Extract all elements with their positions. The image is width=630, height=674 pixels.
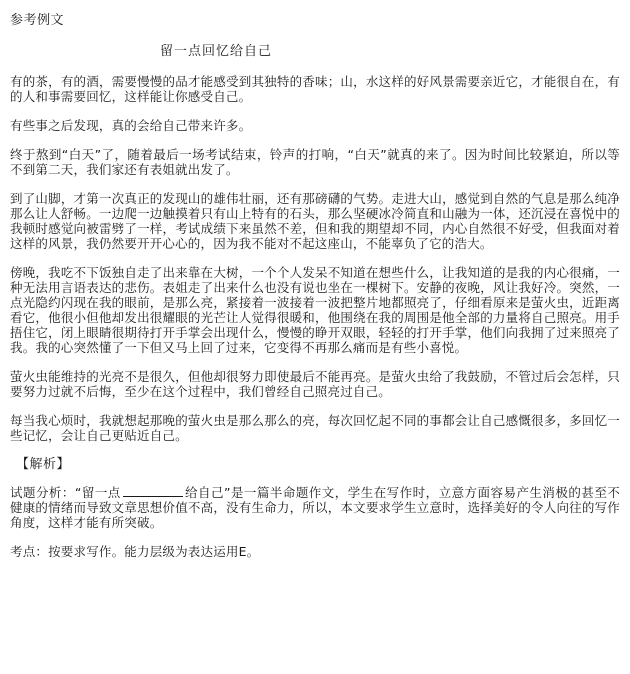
essay-paragraph-5: 傍晚，我吃不下饭独自走了出来靠在大树，一个个人发呆不知道在想些什么，让我知道的是我的内心很痛，一种无法用言语表达的悲伤。表姐走了出来什么也没有说也坐在一棵树下。安静的夜晚，风让我好冷。突然，一点光隐约闪现在我的眼前，是那么亮，紧接着一波接着一波把整片地都照亮了，仔细看原来是萤火虫，近距离看它，他很小但他却发出很耀眼的光芒让人觉得很暖和，他围绕在我的周围是他全部的力量将自己照亮。用手捂住它，闭上眼睛很期待打开手掌会出现什么，慢慢的睁开双眼，轻轻的打开手掌，他们向我拥了过来照亮了我。我的心突然懂了一下但又马上回了过来，它变得不再那么痛而是有些小喜悦。	[10, 265, 620, 355]
essay-paragraph-2: 有些事之后发现，真的会给自己带来许多。	[10, 118, 252, 133]
essay-paragraph-4: 到了山脚，才第一次真正的发现山的雄伟壮丽，还有那磅礴的气势。走进大山，感觉到自然的气息是那么纯净那么让人舒畅。一边爬一边触摸着只有山上特有的石头，那么坚硬冰冷简直和山融为一体，还沉浸在喜悦中的我顿时感觉向被雷劈了一样，考试成绩下来虽然不差，但和我的期望却不同，内心自然很不好受，但我面对着这样的风景，我仍然要开开心心的，因为我不能对不起这座山，不能辜负了它的浩大。	[10, 191, 620, 251]
analysis-paragraph	[10, 485, 620, 530]
reference-heading: 参考例文	[10, 13, 65, 28]
kaodian-line: 考点：按要求写作。能力层级为表达运用E。	[10, 544, 260, 559]
essay-title: 留一点回忆给自己	[160, 44, 273, 59]
essay-paragraph-1: 有的茶，有的酒，需要慢慢的品才能感受到其独特的香味；山，水这样的好风景需要亲近它，才能很自在，有的人和事需要回忆，这样能让你感受自己。	[10, 74, 620, 104]
fill-in-blank	[123, 485, 183, 497]
analysis-text-after-blank: 给自己”是一篇半命题作文，学生在写作时，立意方面容易产生消极的甚至不健康的情绪而导致文章思想价值不高，没有生命力，所以，本文要求学生立意时，选择美好的令人向往的写作角度，这样才能有所突破。	[10, 485, 620, 530]
essay-paragraph-3: 终于熬到“白天”了，随着最后一场考试结束，铃声的打响，“白天”就真的来了。因为时间比较紧迫，所以等不到第二天，我们家还有表姐就出发了。	[10, 147, 620, 177]
analysis-label: 【解析】	[16, 457, 71, 472]
essay-paragraph-7: 每当我心烦时，我就想起那晚的萤火虫是那么那么的亮，每次回忆起不同的事都会让自己感慨很多，多回忆一些记忆，会让自己更贴近自己。	[10, 413, 620, 443]
essay-paragraph-6: 萤火虫能维持的光亮不是很久，但他却很努力即使最后不能再亮。是萤火虫给了我鼓励，不管过后会怎样，只要努力过就不后悔，至少在这个过程中，我们曾经自己照亮过自己。	[10, 369, 620, 399]
analysis-text-before-blank: 试题分析：“留一点	[10, 485, 121, 500]
